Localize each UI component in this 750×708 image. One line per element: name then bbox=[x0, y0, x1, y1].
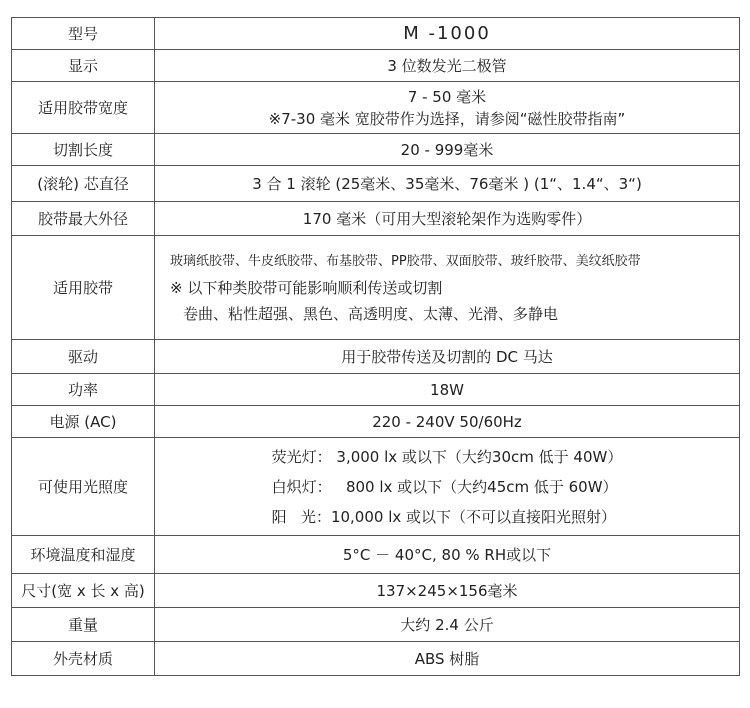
table-row bbox=[12, 574, 740, 608]
row-value-dimensions bbox=[155, 574, 740, 608]
table-row bbox=[12, 202, 740, 236]
row-value-max-diameter bbox=[155, 202, 740, 236]
row-value-core-diameter bbox=[155, 166, 740, 202]
value-line: 20 - 999毫米 bbox=[400, 140, 494, 159]
row-value-applicable-tape bbox=[155, 236, 740, 340]
value-line: 3 位数发光二极管 bbox=[387, 56, 507, 75]
row-value-display bbox=[155, 50, 740, 82]
row-label-power: 功率 bbox=[12, 374, 155, 406]
row-label-core-diameter: (滚轮) 芯直径 bbox=[12, 166, 155, 202]
value-line: 大约 2.4 公斤 bbox=[400, 615, 494, 634]
value-line: 阳 光：10,000 lx 或以下（不可以直接阳光照射） bbox=[271, 507, 617, 526]
row-label-power-supply: 电源 (AC) bbox=[12, 406, 155, 438]
value-line: 荧光灯： 3,000 lx 或以下（大约30cm 低于 40W） bbox=[271, 447, 623, 466]
table-row bbox=[12, 642, 740, 676]
table-row bbox=[12, 236, 740, 340]
table-row bbox=[12, 536, 740, 574]
table-row bbox=[12, 608, 740, 642]
value-line: 18W bbox=[430, 380, 464, 399]
table-row bbox=[12, 18, 740, 50]
value-line: 用于胶带传送及切割的 DC 马达 bbox=[341, 347, 553, 366]
value-line: ※ 以下种类胶带可能影响顺利传送或切割 bbox=[170, 278, 443, 297]
table-row bbox=[12, 50, 740, 82]
value-line: 5°C － 40°C, 80 % RH或以下 bbox=[342, 545, 552, 564]
row-value-power-supply bbox=[155, 406, 740, 438]
row-label-applicable-tape: 适用胶带 bbox=[12, 236, 155, 340]
row-label-dimensions: 尺寸(宽 x 长 x 高) bbox=[12, 574, 155, 608]
value-line: 170 毫米（可用大型滚轮架作为选购零件） bbox=[302, 209, 592, 228]
value-line: 玻璃纸胶带、牛皮纸胶带、布基胶带、PP胶带、双面胶带、玻纤胶带、美纹纸胶带 bbox=[170, 253, 641, 269]
row-label-material: 外壳材质 bbox=[12, 642, 155, 676]
row-label-weight: 重量 bbox=[12, 608, 155, 642]
row-value-drive bbox=[155, 340, 740, 374]
row-label-max-diameter: 胶带最大外径 bbox=[12, 202, 155, 236]
value-line: 220 - 240V 50/60Hz bbox=[372, 412, 522, 431]
row-value-weight bbox=[155, 608, 740, 642]
illuminance-lines bbox=[272, 442, 623, 532]
value-line: ABS 树脂 bbox=[414, 649, 480, 668]
row-label-cut-length: 切割长度 bbox=[12, 134, 155, 166]
table-row bbox=[12, 82, 740, 134]
row-label-drive: 驱动 bbox=[12, 340, 155, 374]
value-line: 3 合 1 滚轮 (25毫米、35毫米、76毫米 ) (1“、1.4“、3“) bbox=[252, 174, 642, 193]
row-value-material bbox=[155, 642, 740, 676]
row-value-cut-length bbox=[155, 134, 740, 166]
table-row bbox=[12, 406, 740, 438]
table-row bbox=[12, 134, 740, 166]
table-row bbox=[12, 340, 740, 374]
value-line: M -1000 bbox=[403, 22, 491, 44]
row-label-tape-width: 适用胶带宽度 bbox=[12, 82, 155, 134]
value-line: ※7-30 毫米 宽胶带作为选择，请参阅“磁性胶带指南” bbox=[268, 109, 626, 128]
row-value-illuminance bbox=[155, 438, 740, 536]
row-value-environment bbox=[155, 536, 740, 574]
table-row bbox=[12, 438, 740, 536]
value-line: 137×245×156毫米 bbox=[376, 581, 518, 600]
value-line: 7 - 50 毫米 bbox=[407, 87, 487, 106]
row-value-tape-width bbox=[155, 82, 740, 134]
row-value-model bbox=[155, 18, 740, 50]
spec-table bbox=[11, 17, 740, 676]
table-row bbox=[12, 374, 740, 406]
row-label-illuminance: 可使用光照度 bbox=[12, 438, 155, 536]
row-value-power bbox=[155, 374, 740, 406]
row-label-display: 显示 bbox=[12, 50, 155, 82]
value-line: 白炽灯： 800 lx 或以下（大约45cm 低于 60W） bbox=[271, 477, 618, 496]
row-label-model: 型号 bbox=[12, 18, 155, 50]
value-line: 卷曲、粘性超强、黑色、高透明度、太薄、光滑、多静电 bbox=[183, 304, 559, 323]
row-label-environment: 环境温度和湿度 bbox=[12, 536, 155, 574]
table-row bbox=[12, 166, 740, 202]
